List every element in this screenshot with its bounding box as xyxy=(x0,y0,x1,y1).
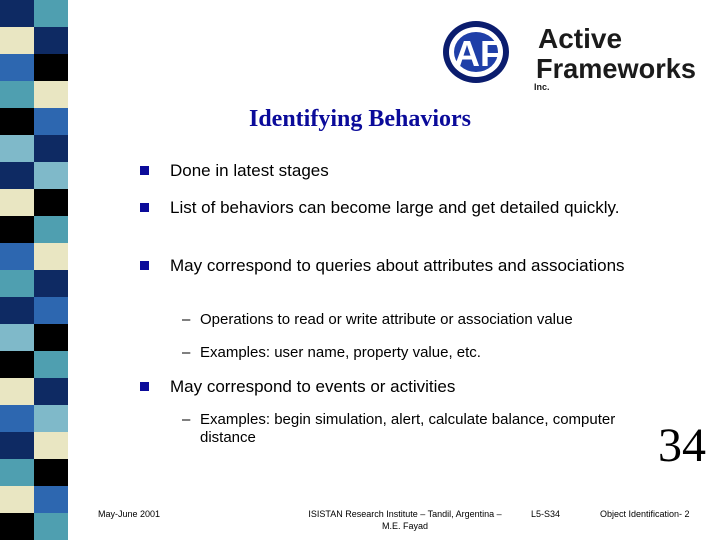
slide-title: Identifying Behaviors xyxy=(248,106,472,132)
bullet-text: May correspond to queries about attributes and associations xyxy=(170,256,625,275)
sub-bullet-item xyxy=(182,411,622,447)
dash-marker: – xyxy=(182,344,191,361)
logo-word-active: Active xyxy=(538,23,623,54)
footer-date: May-June 2001 xyxy=(98,509,161,519)
dash-marker: – xyxy=(182,411,191,428)
logo-word-frameworks: Frameworks xyxy=(536,53,696,84)
sub-bullet-item xyxy=(182,344,642,362)
sub-bullet-text: Examples: begin simulation, alert, calculate balance, computer distance xyxy=(200,411,616,446)
footer-slide-code: L5-S34 xyxy=(531,509,561,519)
bullet-square-icon xyxy=(140,382,149,391)
active-frameworks-logo xyxy=(440,14,700,90)
bullet-text: May correspond to events or activities xyxy=(170,377,456,396)
logo-suffix: Inc. xyxy=(534,82,550,90)
logo-monogram: AF xyxy=(454,33,502,74)
bullet-text: List of behaviors can become large and get detailed quickly. xyxy=(170,198,620,217)
dash-marker: – xyxy=(182,311,191,328)
bullet-item xyxy=(140,160,630,181)
page-number: 34 xyxy=(658,419,706,472)
sub-bullet-text: Examples: user name, property value, etc. xyxy=(200,344,481,361)
bullet-square-icon xyxy=(140,261,149,270)
footer-topic: Object Identification- 2 xyxy=(600,509,690,519)
bullet-square-icon xyxy=(140,166,149,175)
bullet-square-icon xyxy=(140,203,149,212)
bullet-text: Done in latest stages xyxy=(170,161,329,180)
sub-bullet-text: Operations to read or write attribute or association value xyxy=(200,311,573,328)
bullet-item xyxy=(140,376,630,397)
decorative-stripe xyxy=(0,0,68,540)
bullet-item xyxy=(140,197,630,218)
footer-institute: ISISTAN Research Institute – Tandil, Argentina – M.E. Fayad xyxy=(308,509,502,531)
sub-bullet-item xyxy=(182,311,642,329)
bullet-item xyxy=(140,255,630,276)
